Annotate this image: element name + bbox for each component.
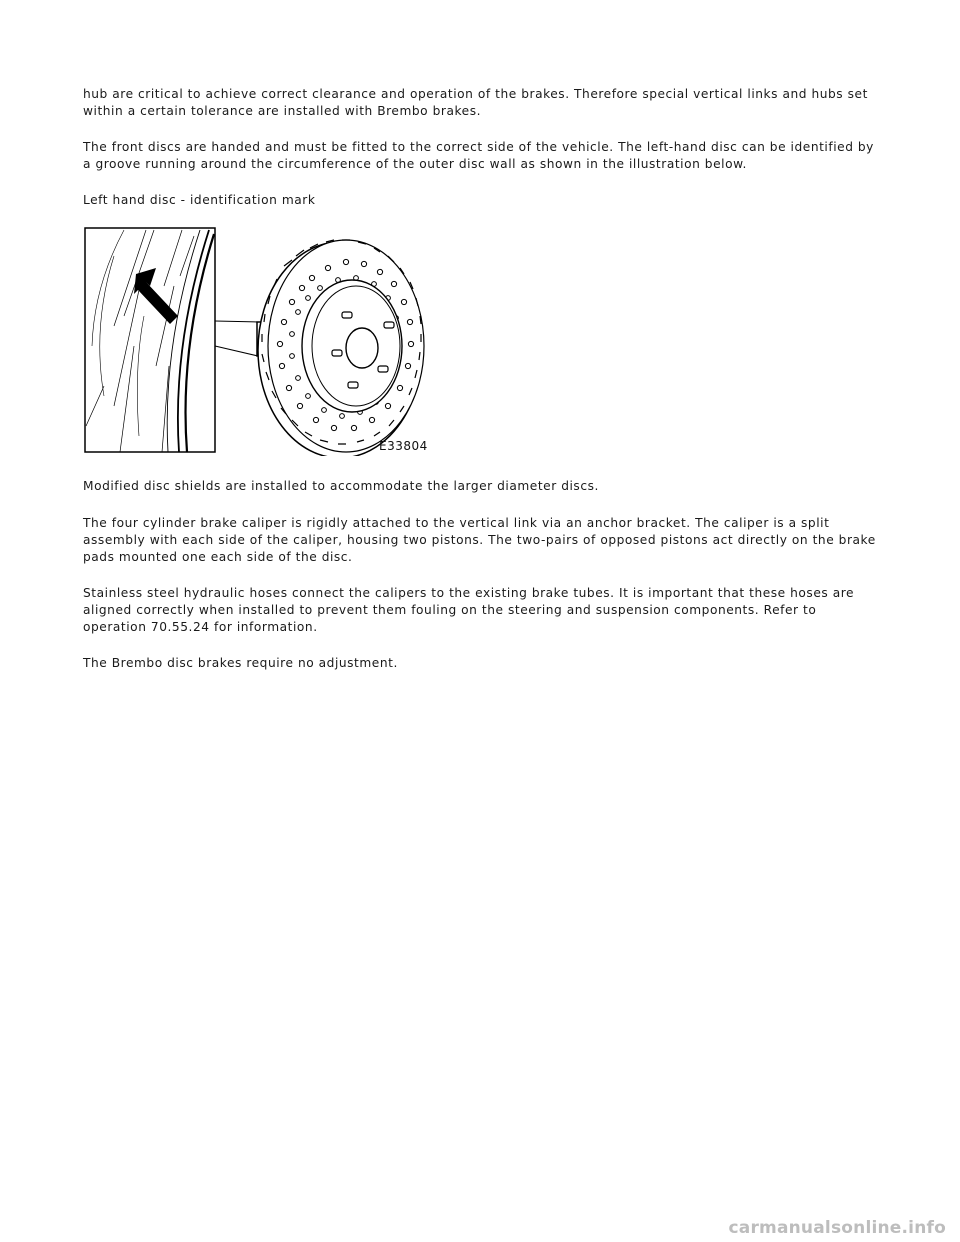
paragraph-adjustment: The Brembo disc brakes require no adjustment. xyxy=(83,656,398,670)
paragraph-caliper: The four cylinder brake caliper is rigidly attached to the vertical link via an anchor bracket. The caliper is a split assembly with each side of the caliper, housing two pistons. The two-pairs of opposed pistons act directly on the brake pads mounted one each side of the disc. xyxy=(83,516,876,564)
disc-identification-illustration xyxy=(84,226,434,456)
paragraph-hoses: Stainless steel hydraulic hoses connect the calipers to the existing brake tubes. It is important that these hoses are aligned correctly when installed to prevent them fouling on the steering and suspension components. Refer to operation 70.55.24 for information. xyxy=(83,586,855,634)
paragraph-handed-discs: The front discs are handed and must be fitted to the correct side of the vehicle. The left-hand disc can be identified by a groove running around the circumference of the outer disc wall as shown in the illustration below. xyxy=(83,140,874,171)
paragraph-disc-shields: Modified disc shields are installed to accommodate the larger diameter discs. xyxy=(83,479,599,493)
figure-reference-label: E33804 xyxy=(379,439,428,453)
detail-inset xyxy=(85,228,215,452)
site-watermark: carmanualsonline.info xyxy=(728,1218,946,1238)
paragraph-hub-tolerance: hub are critical to achieve correct clearance and operation of the brakes. Therefore special vertical links and hubs set within a certain tolerance are installed with Brembo brakes. xyxy=(83,87,868,118)
figure-caption: Left hand disc - identification mark xyxy=(83,193,316,207)
brake-disc xyxy=(258,240,424,456)
